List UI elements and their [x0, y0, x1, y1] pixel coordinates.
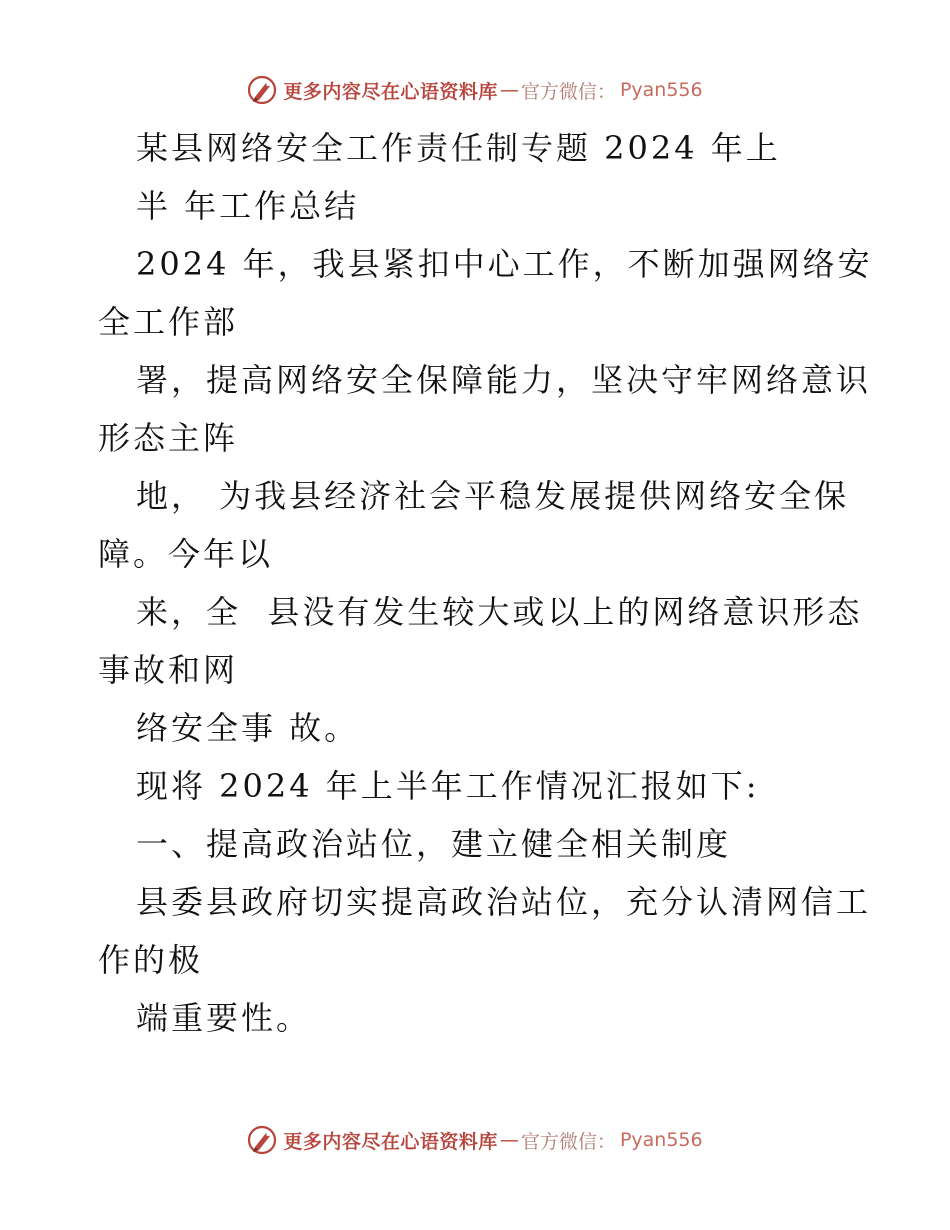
paragraph-line: 来，全 县没有发生较大或以上的网络意识形态 — [136, 593, 863, 631]
paragraph-line: 全工作部 — [98, 303, 239, 341]
banner-wechat-id: Pyan556 — [619, 1129, 703, 1151]
section-heading: 一、提高政治站位，建立健全相关制度 — [136, 825, 732, 863]
paragraph-line: 障。今年以 — [98, 535, 274, 573]
banner-wechat-label: 官方微信： — [520, 80, 616, 103]
banner-dash: — — [499, 1129, 519, 1151]
banner-wechat-label: 官方微信： — [520, 1130, 616, 1153]
footer-banner — [0, 1120, 950, 1160]
banner-text: 更多内容尽在心语资料库 — [283, 80, 498, 103]
paragraph-line: 2024 年，我县紧扣中心工作，不断加强网络安 — [136, 245, 873, 283]
banner-dash: — — [499, 79, 519, 101]
paragraph-line: 事故和网 — [98, 651, 239, 689]
paragraph-line: 络安全事 故。 — [136, 709, 360, 747]
paragraph-line: 现将 2024 年上半年工作情况汇报如下: — [136, 767, 760, 805]
document-title-line-1: 某县网络安全工作责任制专题 2024 年上 — [136, 129, 781, 167]
banner-text: 更多内容尽在心语资料库 — [283, 1130, 498, 1153]
document-title-line-2: 半 年工作总结 — [136, 187, 360, 225]
paragraph-line: 地， 为我县经济社会平稳发展提供网络安全保 — [136, 477, 850, 515]
paragraph-line: 署，提高网络安全保障能力，坚决守牢网络意识 — [136, 361, 872, 399]
paragraph-line: 形态主阵 — [98, 419, 239, 457]
paragraph-line: 端重要性。 — [136, 999, 312, 1037]
header-banner — [0, 70, 950, 110]
pen-logo-icon — [247, 1125, 277, 1155]
banner-wechat-id: Pyan556 — [619, 79, 703, 101]
paragraph-line: 县委县政府切实提高政治站位，充分认清网信工 — [136, 883, 872, 921]
paragraph-line: 作的极 — [98, 941, 204, 979]
pen-logo-icon — [247, 75, 277, 105]
